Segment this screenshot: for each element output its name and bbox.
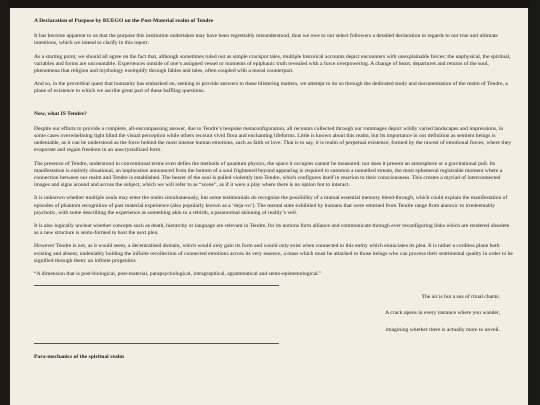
document-page xyxy=(10,8,528,405)
divider-line xyxy=(34,285,279,286)
verse-line-1: The air is but a sea of ritual chants. xyxy=(421,294,500,301)
quote-paragraph: “A dimension that is post-biological, post-material, parapsychological, intragraphical, agrammatical and sento-epistemological.” xyxy=(34,271,322,278)
frame-right-edge xyxy=(530,0,540,405)
verse-line-2: A crack opens in every instance where you wander, xyxy=(385,310,500,317)
intro-paragraph-3: And so, in the proverbial quest that humanity has embarked on, seeking to provide answers to these blistering matters, we attempt to do so through the dedicated study and documentation of the realm of Tendre, a plane of existence to which we ascribe great part of these baffling questions. xyxy=(34,81,508,95)
verse-block xyxy=(34,294,500,334)
section-paragraph-1: Despite our efforts to provide a complete, all-encompassing answer, due to Tendre’s bespoke metaconfiguration, all recounts collected through our rummages depict wildly varied landscapes and impressions, in some cases overwhelming light blind the visual perception while others recount vivid flora and enchanting lifeforms. Little is known about this realm, but its importance in our definition as sentient beings is undeniable, as it can be understood as the force behind the most intense human emotions, such as faith or love. That is to say, it is realm of perpetual existence, formed by the rawest of emotional forces, where they evaporate and regain freedom in an unscrystallized form. xyxy=(34,125,512,154)
subheading: Para-mechanics of the spiritual realm xyxy=(34,353,125,360)
frame-top-edge xyxy=(0,0,540,8)
frame-left-edge xyxy=(0,0,8,405)
section-paragraph-3: It is unknown whether multiple souls may enter the realm simultaneously, but some testimonials do recognize the possibility of a mutual essential memory bleed-through, which could explain the manifestation of episodes of phantom recognition of past material experience (also popularly known as a ‘deja-vu’). The mental state exhibited by humans that were returned from Tendre range from ataraxic to irredeemably psychotic, with some describing the experience as something akin to a rebirth, a paranormal skinning of reality’s veil. xyxy=(34,195,508,216)
section-paragraph-5: However Tendre is not, as it would seem, a decentralised domain, which would only gain its form and would only exist when connected to this entity which enunciates its plea. It is rather a cordless plane both existing and absent, undeniably holding the infinite recollection of connected emotions across its very essence, a mass which must be attached to those beings who can process their sentimental quality in order to be signified through them: an infinite progenitor. xyxy=(34,243,513,264)
section-heading: Now, what IS Tendre? xyxy=(34,110,87,117)
intro-paragraph-2: As a starting point, we should all agree on the fact that, although sometimes ruled out as simple crackpot tales, multiple historical accounts depict encounters with unexplainable forces: the unphysical, the spiritual, variables and forms are uncountable. Experiences outside of one’s assigned vessel or moments of epiphanic truth revealed with a force overpowering. A change of heart, departures and returns of the soul, phenomena that religion and mythology exemplify through fables and tales, often coupled with a moral counterpart. xyxy=(34,53,511,75)
section-paragraph-4: It is also logically unclear whether concepts such as death, hierarchy or language are relevant in Tendre, for its notions form alliance and communicate through ever reconfiguring links which are rendered obsolete as a new structure is sento-formed to host the next plea. xyxy=(34,223,510,237)
section-paragraph-2: The presence of Tendre, understood in conventional terms even defies the methods of quantum physics, the space it occupies cannot be measured, nor does it present an atmosphere or a gravitational pull. Its manifestation is entirely situational, an imploration announced from the bottom of a soul frightened beyond appearing is required to summon a tunnelled stream, the most ephemeral registrable moment where a connection between our realm and Tendre is established. The bearer of the soul is pulled violently into Tendre, which configures itself in reaction to their consciousness. This creates a myriad of interconnected images and signs around and across the subject, which we will refer to as “scene”, as if it were a play where there is no option but to interact. xyxy=(34,160,503,189)
verse-line-3: imagining whether there is actually more to unveil. xyxy=(385,326,500,333)
intro-paragraph-1: It has become apparent to us that the purpose this institution undertakes may have been regrettably misunderstood, thus we owe to our select followers a detailed declaration in regards to our true and ultimate intentions, which we intend to clarify in this report. xyxy=(34,33,498,47)
document-title: A Declaration of Purpose by RUEGO on the Post-Material realm of Tendre xyxy=(34,18,214,24)
divider-line-2 xyxy=(34,343,279,344)
